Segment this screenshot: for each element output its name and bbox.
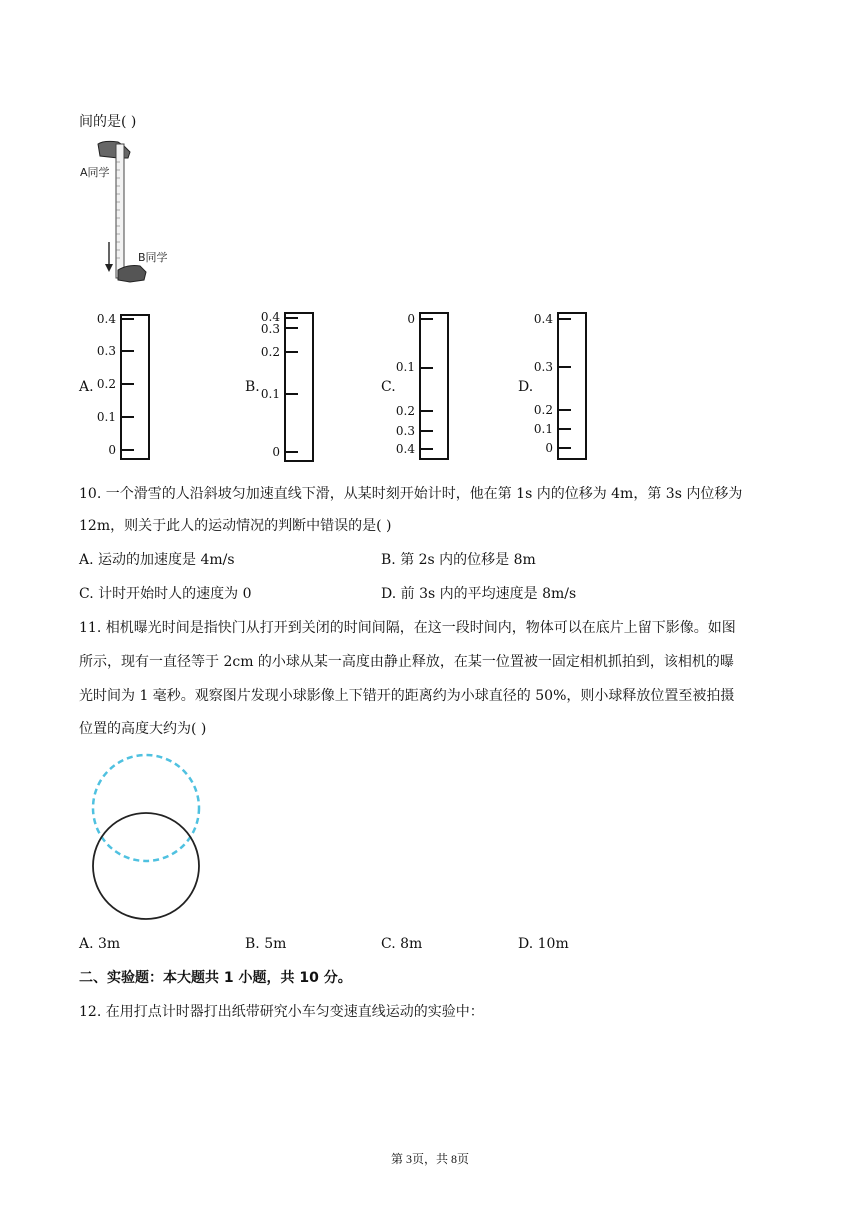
tick-label: 0	[272, 445, 280, 459]
tick-label: 0.4	[96, 312, 116, 326]
ruler-drop-figure	[78, 138, 178, 286]
ball-image-upper	[93, 755, 199, 861]
tick-label: 0.2	[260, 345, 280, 359]
q9-option-c-letter: C.	[381, 379, 396, 395]
q12-line-1: 12. 在用打点计时器打出纸带研究小车匀变速直线运动的实验中：	[79, 1004, 484, 1020]
ball-exposure-figure	[86, 752, 210, 922]
tick-label: 0.3	[395, 424, 415, 438]
section-2-title: 二、实验题：本大题共 1 小题，共 10 分。	[79, 970, 352, 986]
tick-label: 0	[407, 312, 415, 326]
tick-label: 0.1	[260, 387, 280, 401]
tick-label: 0.3	[260, 322, 280, 336]
q9-option-a-letter: A.	[79, 379, 94, 395]
tick-label: 0.4	[395, 442, 415, 456]
q11-line-4: 位置的高度大约为( )	[79, 721, 207, 737]
tick-label: 0.1	[395, 360, 415, 374]
q9-text-tail: 间的是( )	[79, 114, 137, 130]
q11-line-1: 11. 相机曝光时间是指快门从打开到关闭的时间间隔，在这一段时间内，物体可以在底片上留下影像。如图	[79, 620, 736, 636]
tick-label: 0.2	[395, 404, 415, 418]
tick-label: 0.4	[533, 312, 553, 326]
q11-option-c: C. 8m	[381, 936, 423, 952]
q9-option-d-letter: D.	[518, 379, 534, 395]
tick-label: 0	[545, 441, 553, 455]
hand-b-icon	[118, 266, 146, 283]
label-a: A同学	[80, 166, 110, 179]
q10-option-a: A. 运动的加速度是 4m/s	[79, 552, 235, 568]
ball-image-lower	[93, 813, 199, 919]
tick-label: 0.3	[533, 360, 553, 374]
q10-line-2: 12m，则关于此人的运动情况的判断中错误的是( )	[79, 518, 392, 534]
q10-option-c: C. 计时开始时人的速度为 0	[79, 586, 252, 602]
page-footer: 第 3页，共 8页	[390, 1152, 469, 1166]
q11-line-3: 光时间为 1 毫秒。观察图片发现小球影像上下错开的距离约为小球直径的 50%，则小球释放位置至被拍摄	[79, 688, 735, 704]
tick-label: 0.4	[260, 310, 280, 324]
tick-label: 0.1	[96, 410, 116, 424]
tick-label: 0.3	[96, 344, 116, 358]
q9-option-b-letter: B.	[245, 379, 260, 395]
tick-label: 0.2	[96, 377, 116, 391]
q11-option-b: B. 5m	[245, 936, 287, 952]
q11-option-a: A. 3m	[79, 936, 121, 952]
tick-label: 0.2	[533, 403, 553, 417]
tick-label: 0.1	[533, 422, 553, 436]
q10-option-d: D. 前 3s 内的平均速度是 8m/s	[381, 586, 577, 602]
q10-line-1: 10. 一个滑雪的人沿斜坡匀加速直线下滑，从某时刻开始计时，他在第 1s 内的位移为 4m，第 3s 内位移为	[79, 486, 743, 502]
q11-option-d: D. 10m	[518, 936, 569, 952]
tick-label: 0	[108, 443, 116, 457]
label-b: B同学	[138, 251, 168, 264]
q11-line-2: 所示，现有一直径等于 2cm 的小球从某一高度由静止释放，在某一位置被一固定相机抓拍到，该相机的曝	[79, 654, 734, 670]
hand-a-icon	[98, 141, 130, 158]
q10-option-b: B. 第 2s 内的位移是 8m	[381, 552, 536, 568]
